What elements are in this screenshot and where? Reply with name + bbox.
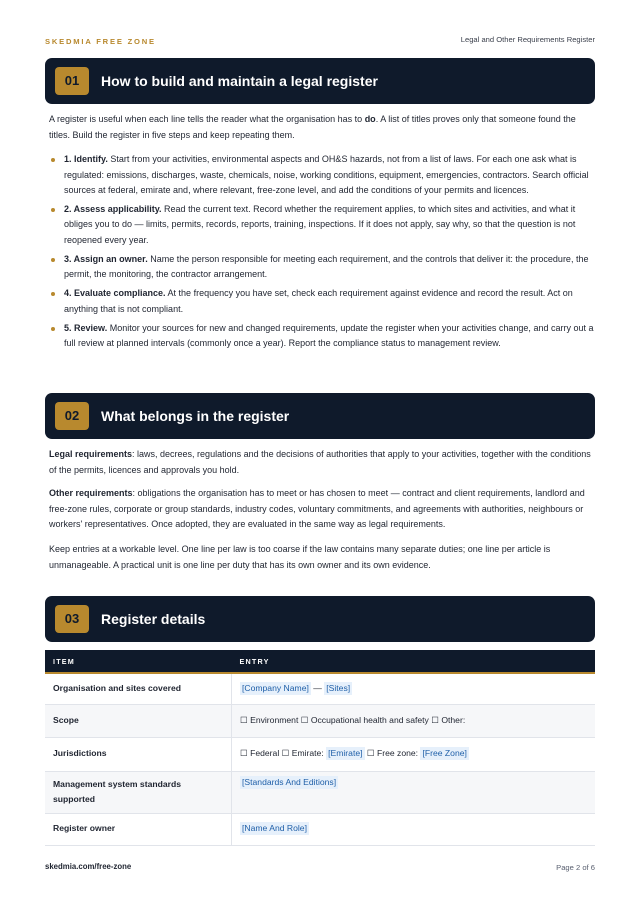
row-label: Scope [45, 704, 232, 737]
page-number: Page 2 of 6 [556, 863, 595, 872]
row-label: Register owner [45, 813, 232, 845]
legal-requirements-paragraph: Legal requirements: laws, decrees, regulations and the decisions of authorities that apply to your activities, together with the conditions of the permits, licences and approvals you hold. [49, 449, 591, 475]
bullet-icon [51, 258, 55, 262]
row-entry [232, 771, 596, 813]
list-item: 3. Assign an owner. Name the person responsible for meeting each requirement, and the controls that deliver it: the procedure, the permit, the monitoring, the contractor arrangement. [49, 252, 594, 283]
footer-url: skedmia.com/free-zone [45, 862, 132, 871]
section-header-03 [45, 596, 595, 642]
row-entry: [Company Name] — [Sites] [232, 673, 596, 704]
section-title: What belongs in the register [101, 408, 290, 424]
checkbox-option[interactable]: ☐ Free zone: [366, 748, 419, 759]
table-row [45, 737, 595, 771]
table-row [45, 813, 595, 845]
checkbox-option[interactable]: ☐ Occupational health and safety [300, 714, 429, 725]
column-header-entry: ENTRY [232, 650, 596, 673]
entry-level-paragraph: Keep entries at a workable level. One line per law is too coarse if the law contains many separate duties; one line per article is unmanageable. A practical unit is one line per duty that has its own owner and its own evidence. [49, 544, 551, 570]
steps-list [49, 152, 594, 355]
placeholder-field[interactable]: [Emirate] [328, 748, 363, 759]
row-label: Management system standards supported [45, 771, 232, 813]
section-header-02 [45, 393, 595, 439]
list-item: 5. Review. Monitor your sources for new and changed requirements, update the register when your activities change, and carry out a full review at planned intervals (commonly once a year). Report the compliance status to management review. [49, 321, 594, 352]
row-entry [232, 737, 596, 771]
bullet-icon [51, 327, 55, 331]
brand-name: SKEDMIA FREE ZONE [45, 37, 156, 46]
table-row [45, 673, 595, 704]
list-item: 2. Assess applicability. Read the current text. Record whether the requirement applies, to which sites and activities, and what it obliges you to do — limits, permits, records, reports, training, inspections. If it does not apply, say why, so that the question is not reopened every year. [49, 202, 594, 249]
row-entry [232, 813, 596, 845]
table-row [45, 704, 595, 737]
list-item: 1. Identify. Start from your activities, environmental aspects and OH&S hazards, not from a list of laws. For each one ask what is regulated: emissions, discharges, waste, chemicals, noise, working conditions, equipment, emergencies, contractors. Search official sources at federal, emirate and, where relevant, free-zone level, and add the conditions of your permits and licences. [49, 152, 594, 199]
checkbox-option[interactable]: ☐ Environment [240, 714, 299, 725]
bullet-icon [51, 208, 55, 212]
section-number-badge: 02 [55, 402, 89, 430]
placeholder-field[interactable]: [Name And Role] [242, 823, 307, 834]
section-number-badge: 03 [55, 605, 89, 633]
section-header-01 [45, 58, 595, 104]
bullet-icon [51, 292, 55, 296]
checkbox-option[interactable]: ☐ Federal [240, 748, 280, 759]
table-row [45, 771, 595, 813]
placeholder-field[interactable]: [Free Zone] [422, 748, 467, 759]
table-header-row [45, 650, 595, 673]
row-entry [232, 704, 596, 737]
placeholder-field[interactable]: [Sites] [326, 683, 351, 693]
bullet-icon [51, 158, 55, 162]
section-1-intro: A register is useful when each line tells the reader what the organisation has to do. A list of titles proves only that someone found the titles. Build the register in five steps and keep repeating them. [49, 114, 576, 140]
section-title: Register details [101, 611, 206, 627]
row-label: Organisation and sites covered [45, 673, 232, 704]
document-title: Legal and Other Requirements Register [460, 35, 595, 44]
list-item: 4. Evaluate compliance. At the frequency you have set, check each requirement against evidence and record the result. Act on anything that is not compliant. [49, 286, 594, 317]
other-requirements-paragraph: Other requirements: obligations the organisation has to meet or has chosen to meet — contract and client requirements, landlord and free-zone rules, corporate or group standards, industry codes, voluntary commitments, and agreements with authorities, neighbours or workers' representatives. Once adopted, they are evaluated in the same way as legal requirements. [49, 488, 585, 529]
section-number-badge: 01 [55, 67, 89, 95]
register-details-table [45, 650, 595, 846]
column-header-item: ITEM [45, 650, 232, 673]
row-label: Jurisdictions [45, 737, 232, 771]
placeholder-field[interactable]: [Company Name] [242, 683, 309, 693]
checkbox-option[interactable]: ☐ Emirate: [281, 748, 324, 759]
checkbox-option[interactable]: ☐ Other: [431, 714, 466, 725]
placeholder-field[interactable]: [Standards And Editions] [242, 776, 337, 787]
section-title: How to build and maintain a legal register [101, 73, 378, 89]
